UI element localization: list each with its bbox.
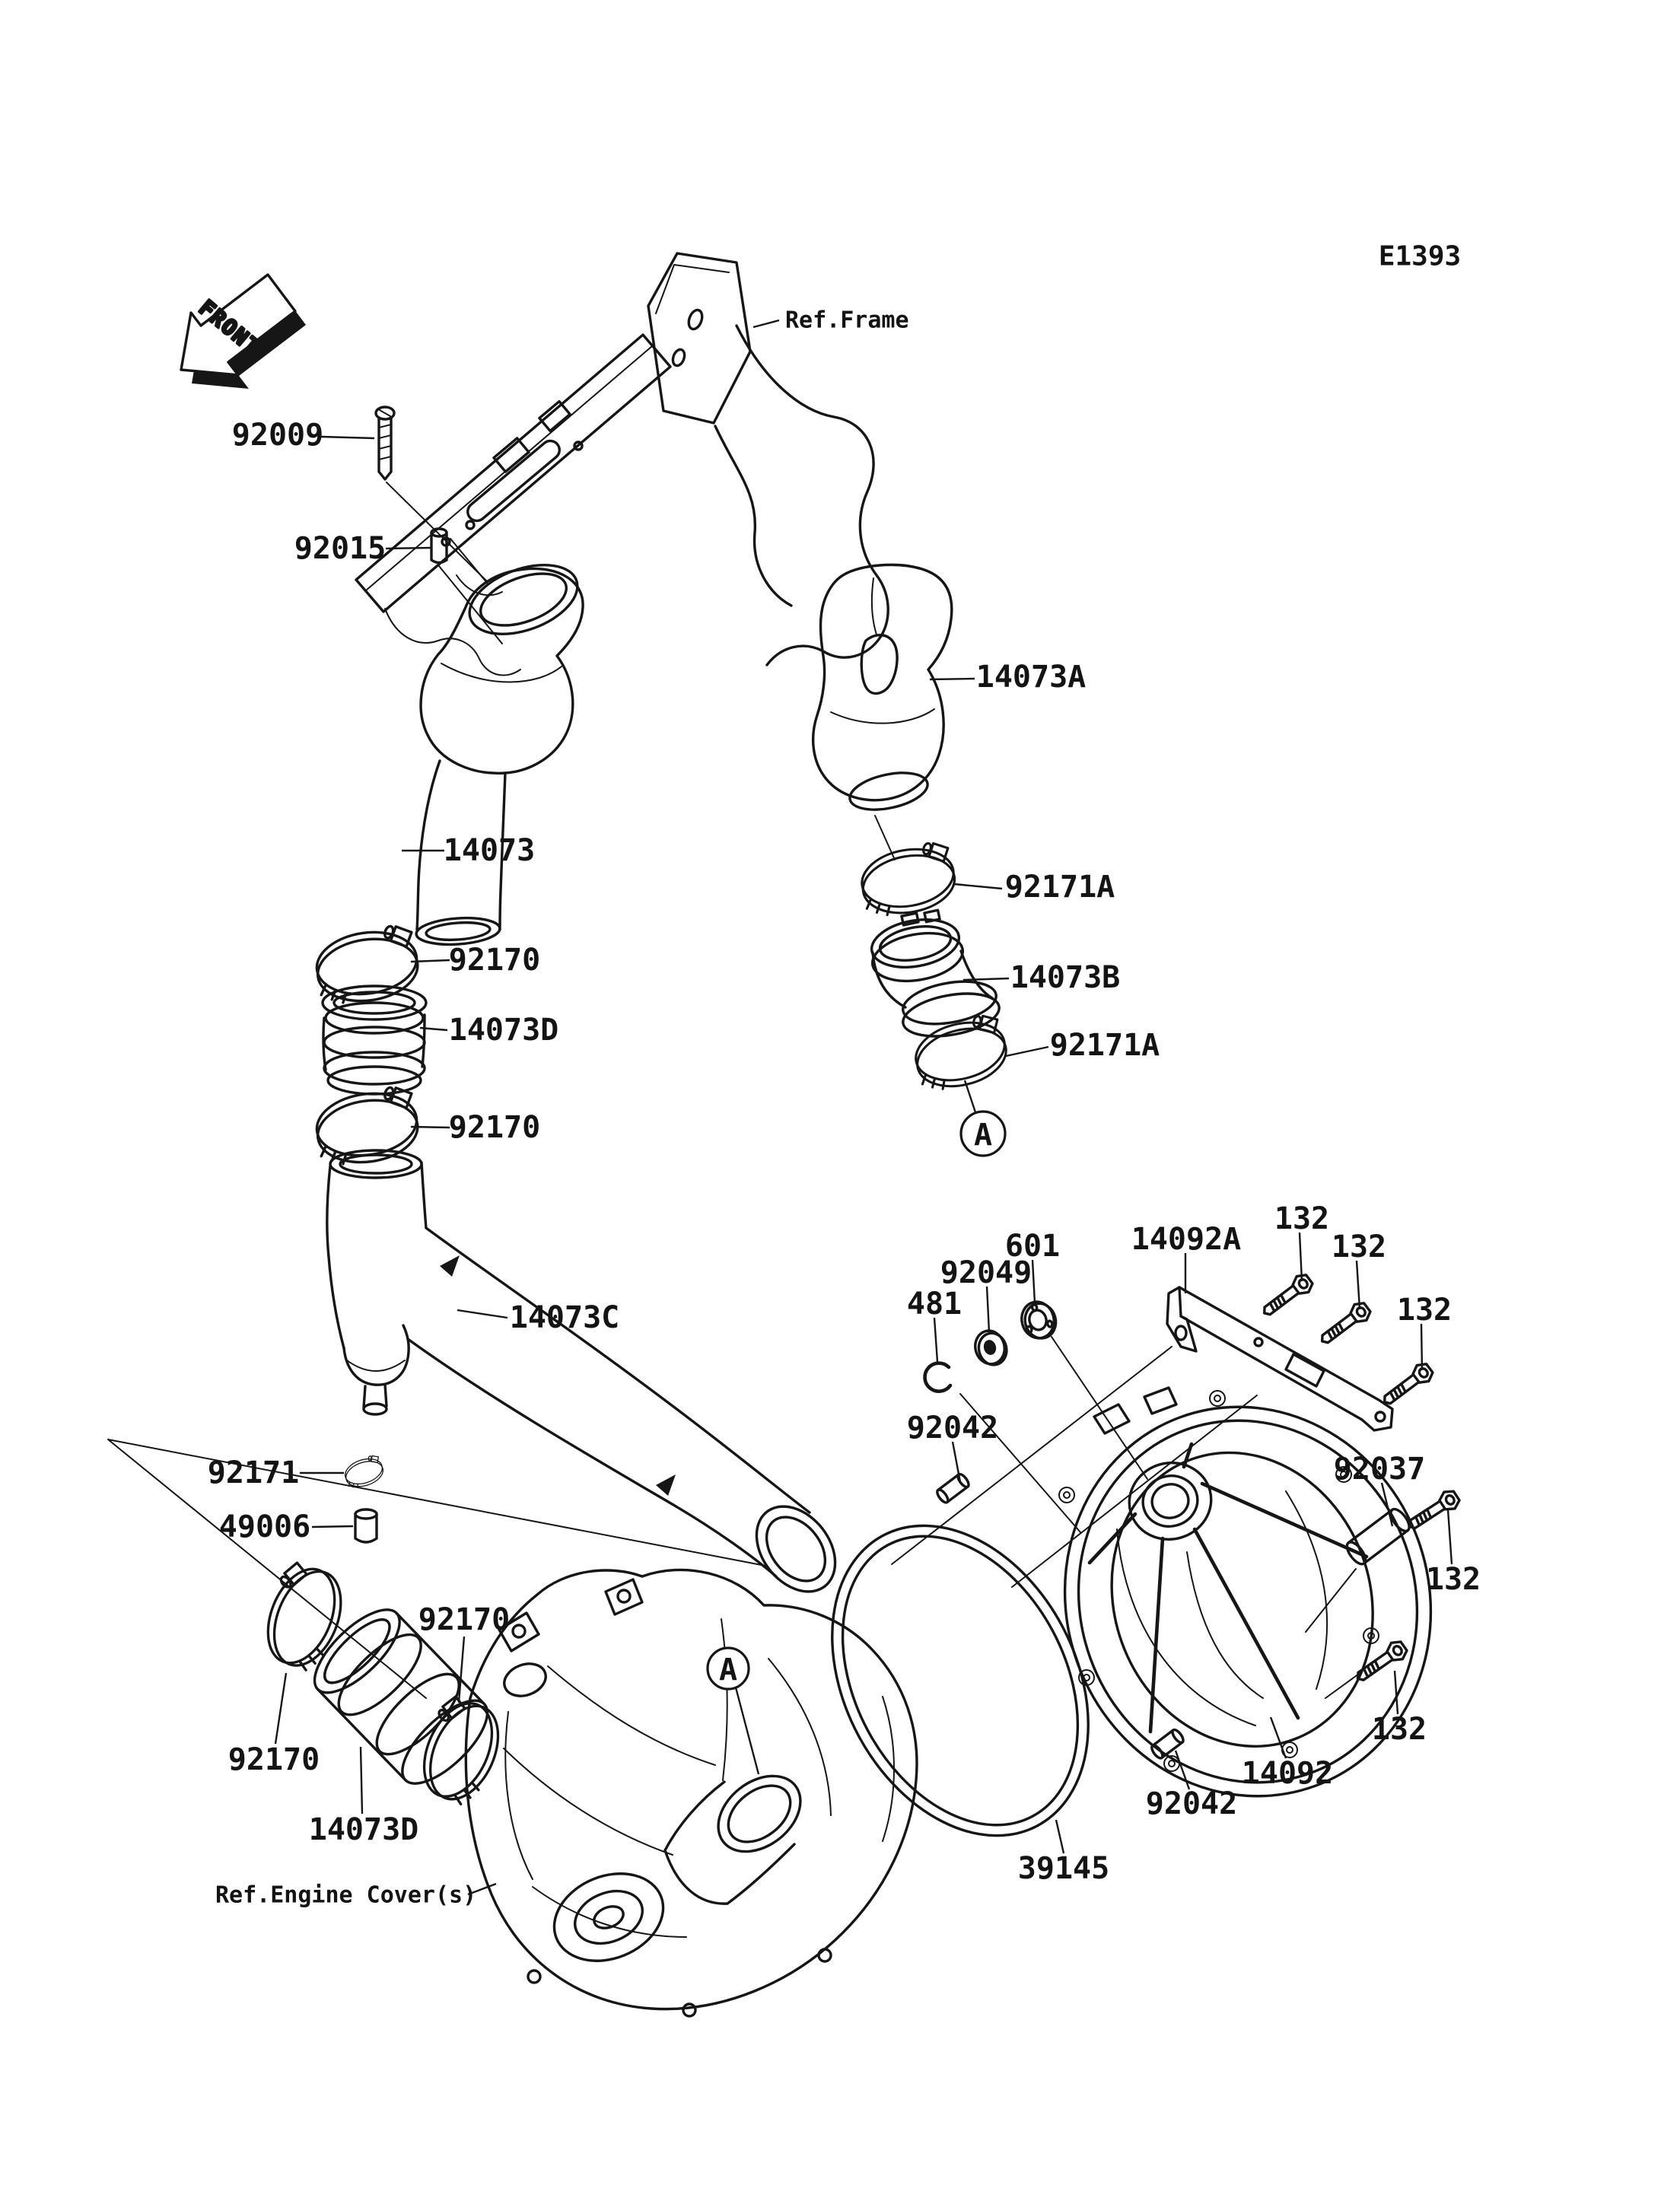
leader-92170-23 xyxy=(459,1637,464,1703)
part-bolt-132-3 xyxy=(1379,1360,1436,1410)
leader-14073C-17 xyxy=(457,1310,508,1318)
ref-engine-cover-artwork xyxy=(466,1570,917,2016)
page-code: E1393 xyxy=(1378,240,1462,272)
leader-92171A-8 xyxy=(1006,1047,1048,1056)
leader-92170-25 xyxy=(275,1673,286,1744)
part-duct-14073a xyxy=(813,565,952,860)
leader-132-14 xyxy=(1300,1233,1302,1281)
leader-14073D-26 xyxy=(361,1747,362,1814)
construction-lines xyxy=(108,1439,765,1698)
part-label-14073B-6: 14073B xyxy=(1010,960,1121,995)
part-label-14073C-17: 14073C xyxy=(509,1300,620,1335)
part-label-14073-3: 14073 xyxy=(443,833,536,868)
part-bearing-601 xyxy=(1018,1298,1060,1343)
part-seal-92049 xyxy=(972,1327,1010,1369)
part-label-92037-19: 92037 xyxy=(1333,1452,1426,1487)
part-bolt-132-2 xyxy=(1316,1299,1373,1349)
leader-detail-a-upper xyxy=(965,1080,975,1112)
part-bolt-132-1 xyxy=(1258,1271,1316,1321)
part-label-14092-27: 14092 xyxy=(1241,1756,1334,1791)
part-label-92009-0: 92009 xyxy=(231,418,324,453)
part-label-132-24: 132 xyxy=(1371,1712,1427,1747)
leader-481-12 xyxy=(934,1318,937,1362)
detail-a-upper-text: A xyxy=(973,1118,993,1153)
ref-frame-label: Ref.Frame xyxy=(785,307,909,334)
part-label-14092A-13: 14092A xyxy=(1131,1222,1242,1257)
part-duct-14073 xyxy=(415,552,587,947)
leader-92170-9 xyxy=(411,1127,450,1128)
part-clamp-92171a-1 xyxy=(857,837,959,920)
part-cap-49006 xyxy=(355,1509,377,1542)
leader-ref-frame xyxy=(753,320,779,327)
part-label-481-12: 481 xyxy=(906,1287,963,1322)
leader-92015-1 xyxy=(386,548,431,549)
part-clamp-92170-3 xyxy=(250,1557,354,1675)
front-arrow xyxy=(181,275,306,389)
part-label-92042-28: 92042 xyxy=(1145,1786,1238,1821)
part-label-92170-25: 92170 xyxy=(228,1742,320,1777)
leader-detail-a-lower xyxy=(736,1687,759,1774)
part-clamp-92170-4 xyxy=(406,1691,511,1810)
leader-132-15 xyxy=(1357,1261,1360,1309)
leader-601-10 xyxy=(1032,1260,1035,1303)
leader-92049-11 xyxy=(987,1287,989,1332)
part-label-92171-20: 92171 xyxy=(207,1455,300,1490)
leader-14092-27 xyxy=(1271,1717,1286,1758)
leader-92009-0 xyxy=(321,437,374,438)
leader-92042-28 xyxy=(1176,1751,1189,1789)
detail-markers-layer xyxy=(708,1112,1005,1689)
leader-14073B-6 xyxy=(963,978,1009,980)
part-sleeve-14073d-1 xyxy=(323,986,426,1094)
part-label-132-22: 132 xyxy=(1425,1562,1481,1597)
part-bolt-132-5 xyxy=(1352,1638,1410,1687)
part-label-92170-5: 92170 xyxy=(448,943,541,978)
part-label-14073A-2: 14073A xyxy=(975,660,1087,695)
part-label-39145-29: 39145 xyxy=(1017,1851,1110,1886)
ref-engine-cover-label: Ref.Engine Cover(s) xyxy=(215,1882,477,1909)
part-label-92170-9: 92170 xyxy=(448,1110,541,1145)
part-pin-92042-upper xyxy=(935,1472,970,1504)
part-snap-ring-481 xyxy=(925,1363,950,1392)
leader-132-22 xyxy=(1448,1509,1452,1564)
part-label-92042-18: 92042 xyxy=(906,1411,999,1446)
part-label-92171A-4: 92171A xyxy=(1004,870,1115,905)
leader-49006-21 xyxy=(312,1526,353,1527)
part-duct-14073c xyxy=(327,1150,851,1607)
leader-132-16 xyxy=(1421,1324,1422,1370)
part-labels-layer xyxy=(208,307,1481,1909)
leader-92171A-4 xyxy=(954,884,1002,889)
part-label-14073D-26: 14073D xyxy=(308,1812,419,1847)
part-label-132-15: 132 xyxy=(1331,1229,1387,1264)
part-label-92015-1: 92015 xyxy=(294,531,387,566)
leader-39145-29 xyxy=(1056,1820,1064,1853)
detail-a-lower-text: A xyxy=(718,1652,738,1687)
part-label-49006-21: 49006 xyxy=(218,1509,311,1544)
leader-lines-layer xyxy=(275,320,1452,1894)
part-label-132-14: 132 xyxy=(1274,1201,1330,1236)
part-label-92170-23: 92170 xyxy=(418,1602,511,1637)
front-arrow-label: FRONT xyxy=(194,294,266,361)
part-label-601-10: 601 xyxy=(1004,1229,1061,1264)
part-label-92049-11: 92049 xyxy=(940,1255,1032,1290)
part-label-92171A-8: 92171A xyxy=(1049,1028,1160,1063)
part-label-132-16: 132 xyxy=(1396,1293,1452,1328)
part-label-14073D-7: 14073D xyxy=(448,1013,559,1048)
